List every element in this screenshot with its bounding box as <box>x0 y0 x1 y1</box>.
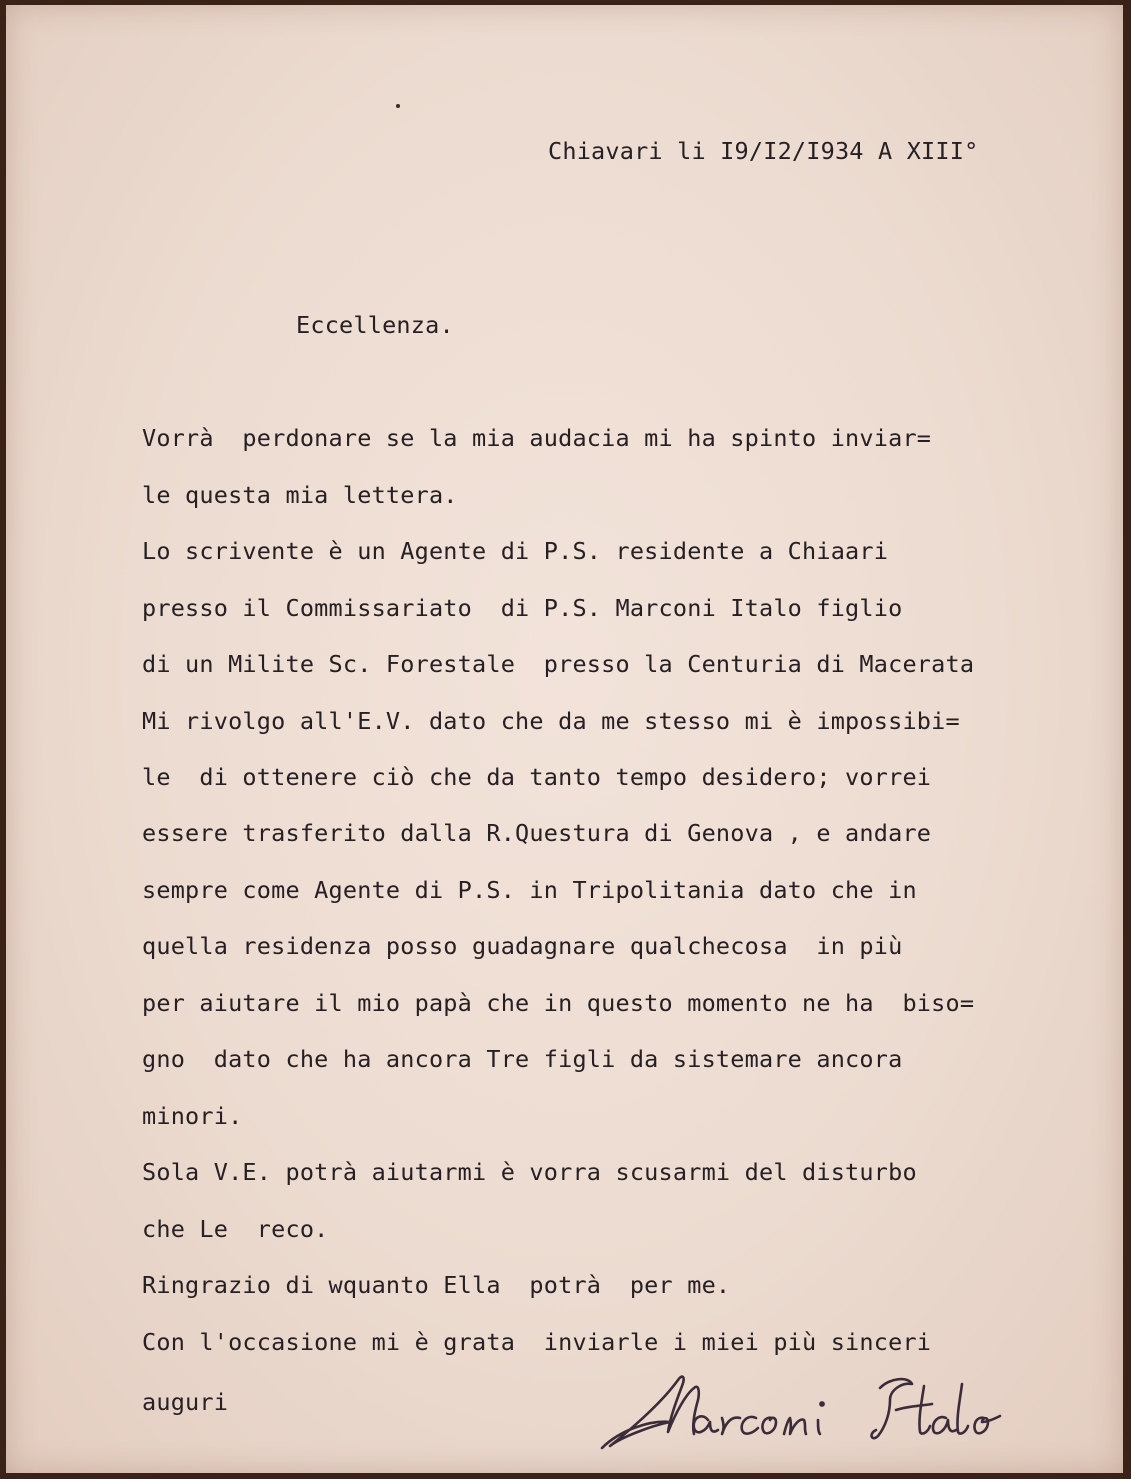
letter-line: Mi rivolgo all'E.V. dato che da me stesso mi è impossibi= <box>142 707 960 735</box>
handwritten-signature <box>590 1360 1030 1460</box>
letter-line: auguri <box>142 1388 229 1416</box>
letter-paper <box>6 5 1123 1473</box>
letter-line: sempre come Agente di P.S. in Tripolitania dato che in <box>142 876 917 904</box>
letter-line: presso il Commissariato di P.S. Marconi Italo figlio <box>142 594 903 622</box>
letter-line: minori. <box>142 1102 243 1130</box>
letter-line: essere trasferito dalla R.Questura di Genova , e andare <box>142 819 932 847</box>
letter-line: le questa mia lettera. <box>142 481 458 509</box>
letter-line: di un Milite Sc. Forestale presso la Centuria di Macerata <box>142 650 975 678</box>
letter-line: Con l'occasione mi è grata inviarle i miei più sinceri <box>142 1328 932 1356</box>
faded-stamp <box>630 1450 641 1466</box>
letter-line: le di ottenere ciò che da tanto tempo desidero; vorrei <box>142 763 932 791</box>
letter-line: Vorrà perdonare se la mia audacia mi ha spinto inviar= <box>142 424 932 452</box>
letter-line: Ringrazio di wquanto Ella potrà per me. <box>142 1271 731 1299</box>
ink-speck <box>396 104 400 108</box>
letter-line: che Le reco. <box>142 1215 329 1243</box>
letter-line: gno dato che ha ancora Tre figli da sistemare ancora <box>142 1045 903 1073</box>
letter-salutation: Eccellenza. <box>296 311 454 339</box>
letter-line: quella residenza posso guadagnare qualchecosa in più <box>142 932 903 960</box>
letter-dateline: Chiavari li I9/I2/I934 A XIII° <box>548 137 979 165</box>
letter-line: per aiutare il mio papà che in questo momento ne ha biso= <box>142 989 975 1017</box>
letter-line: Sola V.E. potrà aiutarmi è vorra scusarmi del disturbo <box>142 1158 917 1186</box>
letter-line: Lo scrivente è un Agente di P.S. residente a Chiaari <box>142 537 889 565</box>
